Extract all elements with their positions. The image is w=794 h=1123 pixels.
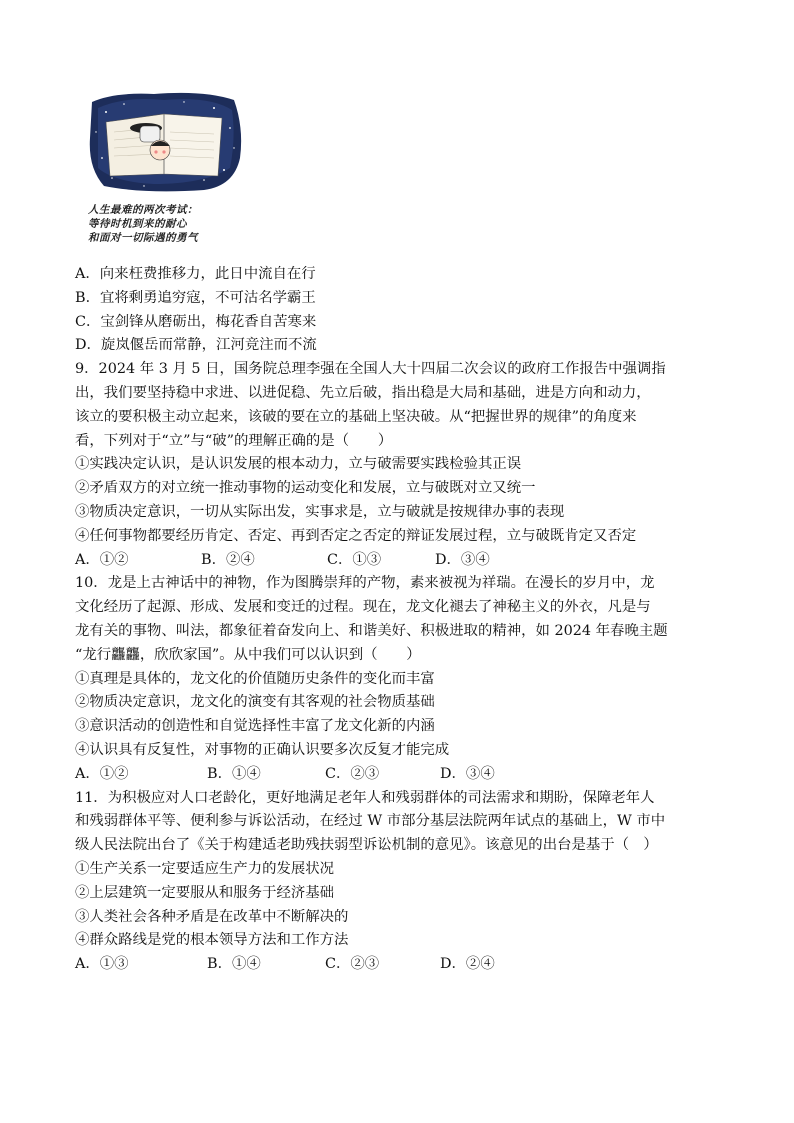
q11-statement: ④群众路线是党的根本领导方法和工作方法	[75, 932, 349, 949]
question-10	[75, 572, 723, 786]
caption-line: 等待时机到来的耐心	[88, 218, 187, 230]
q11-stem-line: 11．为积极应对人口老龄化，更好地满足老年人和残弱群体的司法需求和期盼，保障老年人	[75, 789, 655, 806]
q10-statement: ②物质决定意识，龙文化的演变有其客观的社会物质基础	[75, 694, 435, 711]
q8-option-a: A．向来枉费推移力，此日中流自在行	[75, 266, 316, 282]
q10-option-a: A．①②	[75, 765, 129, 782]
q11-options	[75, 953, 723, 977]
q10-stem-line: 10．龙是上古神话中的神物，作为图腾崇拜的产物，素来被视为祥瑞。在漫长的岁月中，龙	[75, 575, 655, 592]
q8-option-c: C．宝剑锋从磨砺出，梅花香自苦寒来	[75, 313, 317, 330]
q9-option-b: B．②④	[201, 551, 255, 568]
q9-option-a: A．①②	[75, 551, 129, 568]
q8-option-d: D．旋岚偃岳而常静，江河竞注而不流	[75, 337, 317, 354]
q11-option-c: C．②③	[325, 956, 380, 973]
q9-stem-line: 出，我们要坚持稳中求进、以进促稳、先立后破，指出稳是大局和基础，进是方向和动力，	[75, 384, 651, 401]
q9-option-c: C．①③	[327, 551, 382, 568]
q11-statement: ③人类社会各种矛盾是在改革中不断解决的	[75, 908, 349, 925]
question-9	[75, 358, 723, 572]
q9-option-d: D．③④	[435, 551, 490, 568]
q10-statement: ④认识具有反复性，对事物的正确认识要多次反复才能完成	[75, 741, 450, 758]
q11-stem-line: 和残弱群体平等、便利参与诉讼活动，在经过 W 市部分基层法院两年试点的基础上，W 市中	[75, 813, 666, 830]
q10-option-c: C．②③	[325, 765, 380, 782]
q10-statement: ①真理是具体的，龙文化的价值随历史条件的变化而丰富	[75, 670, 435, 687]
caption-line: 人生最难的两次考试：	[88, 204, 198, 216]
q11-option-a: A．①③	[75, 956, 129, 973]
question-content	[75, 263, 723, 977]
q10-stem-line: 文化经历了起源、形成、发展和变迁的过程。现在，龙文化褪去了神秘主义的外衣，凡是与	[75, 599, 651, 616]
caption-line: 和面对一切际遇的勇气	[88, 232, 198, 244]
illustration-caption	[88, 203, 248, 245]
question-11	[75, 787, 723, 977]
q9-statement: ④任何事物都要经历肯定、否定、再到否定之否定的辩证发展过程，立与破既肯定又否定	[75, 527, 637, 544]
q9-statement: ③物质决定意识，一切从实际出发，实事求是，立与破就是按规律办事的表现	[75, 503, 565, 520]
q8-option-b: B．宜将剩勇追穷寇，不可沽名学霸王	[75, 289, 316, 306]
q11-statement: ②上层建筑一定要服从和服务于经济基础	[75, 884, 335, 901]
q10-stem-line: “龙行龘龘，欣欣家国”。从中我们可以认识到（ ）	[75, 646, 421, 663]
q9-options	[75, 549, 723, 573]
q9-stem-line: 该立的要积极主动立起来，该破的要在立的基础上坚决破。从“把握世界的规律”的角度来	[75, 408, 637, 425]
q11-option-d: D．②④	[440, 956, 495, 973]
q10-option-d: D．③④	[440, 765, 495, 782]
q9-stem-line: 9．2024 年 3 月 5 日，国务院总理李强在全国人大十四届二次会议的政府工作报告中强调指	[75, 361, 666, 378]
q11-statement: ①生产关系一定要适应生产力的发展状况	[75, 860, 335, 877]
q11-stem-line: 级人民法院出台了《关于构建适老助残扶弱型诉讼机制的意见》。该意见的出台是基于（ ）	[75, 837, 658, 854]
q9-statement: ①实践决定认识，是认识发展的根本动力，立与破需要实践检验其正误	[75, 456, 522, 473]
q11-option-b: B．①④	[207, 956, 261, 973]
q10-option-b: B．①④	[207, 765, 261, 782]
illustration-image	[84, 88, 244, 194]
q10-options	[75, 763, 723, 787]
q10-stem-line: 龙有关的事物、叫法，都象征着奋发向上、和谐美好、积极进取的精神，如 2024 年春晚主题	[75, 622, 668, 639]
q8-options	[75, 263, 723, 358]
q9-statement: ②矛盾双方的对立统一推动事物的运动变化和发展，立与破既对立又统一	[75, 480, 536, 497]
q9-stem-line: 看，下列对于“立”与“破”的理解正确的是（ ）	[75, 432, 393, 449]
q10-statement: ③意识活动的创造性和自觉选择性丰富了龙文化新的内涵	[75, 718, 435, 735]
